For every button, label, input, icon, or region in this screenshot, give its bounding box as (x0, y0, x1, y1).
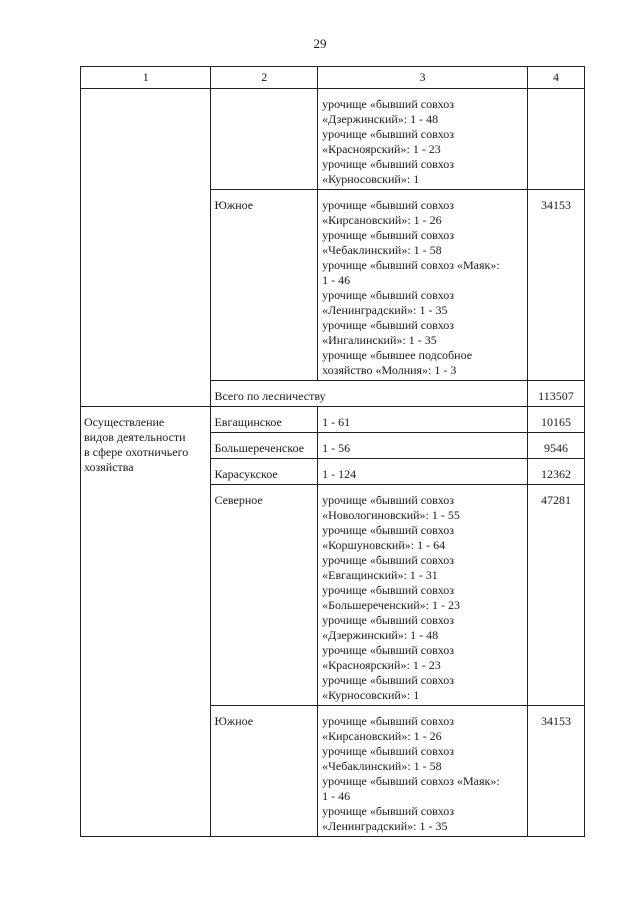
cell-text-line: Осуществление (84, 415, 165, 429)
page-number: 29 (313, 36, 327, 51)
value-cell (527, 89, 584, 190)
cell-text-line: «Красноярский»: 1 - 23 (322, 142, 441, 156)
value-cell: 34153 (527, 190, 584, 381)
cell-text-line: 1 - 46 (322, 273, 351, 287)
cell-text-line: урочище «бывший совхоз (322, 157, 455, 171)
cell-text-line: «Красноярский»: 1 - 23 (322, 658, 441, 672)
header-col-2: 2 (211, 67, 318, 89)
area-description-cell (318, 706, 528, 837)
cell-text-line: урочище «бывший совхоз (322, 288, 455, 302)
cell-text-line: урочище «бывший совхоз (322, 318, 455, 332)
cell-text-line: хозяйства (84, 460, 134, 474)
forest-name-cell: Большереченское (211, 433, 318, 459)
cell-text-line: урочище «бывший совхоз (322, 583, 455, 597)
area-description-cell (318, 407, 528, 433)
cell-text-line: «Кирсановский»: 1 - 26 (322, 729, 442, 743)
area-description-cell (318, 89, 528, 190)
area-description-cell (318, 485, 528, 706)
cell-text-line: урочище «бывший совхоз (322, 673, 455, 687)
cell-text-line: хозяйство «Молния»: 1 - 3 (322, 363, 457, 377)
cell-text-line: «Курносовский»: 1 (322, 688, 420, 702)
cell-text-line: урочище «бывший совхоз (322, 97, 455, 111)
cell-text-line: урочище «бывший совхоз (322, 228, 455, 242)
cell-text-line: урочище «бывший совхоз (322, 493, 455, 507)
header-col-3: 3 (318, 67, 528, 89)
cell-text-line: урочище «бывший совхоз (322, 553, 455, 567)
cell-text-line: урочище «бывший совхоз (322, 643, 455, 657)
total-label-cell: Всего по лесничеству (211, 381, 527, 407)
cell-text-line: видов деятельности (84, 430, 186, 444)
cell-text-line: урочище «бывший совхоз (322, 804, 455, 818)
area-description-cell (318, 190, 528, 381)
cell-text-line: «Новологиновский»: 1 - 55 (322, 508, 460, 522)
cell-text-line: урочище «бывший совхоз (322, 744, 455, 758)
cell-text-line: урочище «бывший совхоз (322, 613, 455, 627)
cell-text-line: урочище «бывший совхоз «Маяк»: (322, 774, 500, 788)
cell-text-line: «Дзержинский»: 1 - 48 (322, 628, 439, 642)
cell-text-line: «Кирсановский»: 1 - 26 (322, 213, 442, 227)
cell-text-line: «Ленинградский»: 1 - 35 (322, 303, 448, 317)
cell-text-line: урочище «бывший совхоз «Маяк»: (322, 258, 500, 272)
table-row (81, 89, 585, 190)
cell-text-line: «Чебаклинский»: 1 - 58 (322, 759, 442, 773)
cell-text-line: 1 - 61 (322, 415, 351, 429)
section-cell-continued (81, 89, 211, 407)
area-description-cell (318, 459, 528, 485)
cell-text-line: 1 - 46 (322, 789, 351, 803)
cell-text-line: «Дзержинский»: 1 - 48 (322, 112, 439, 126)
cell-text-line: урочище «бывший совхоз (322, 127, 455, 141)
value-cell: 34153 (527, 706, 584, 837)
cell-text-line: урочище «бывший совхоз (322, 198, 455, 212)
cell-text-line: урочище «бывшее подсобное (322, 348, 473, 362)
area-description-cell (318, 433, 528, 459)
forestry-table (80, 66, 585, 837)
value-cell: 47281 (527, 485, 584, 706)
cell-text-line: «Евгащинский»: 1 - 31 (322, 568, 438, 582)
activity-cell (81, 407, 211, 837)
cell-text-line: 1 - 56 (322, 441, 351, 455)
forest-name-cell: Южное (211, 706, 318, 837)
cell-text-line: «Чебаклинский»: 1 - 58 (322, 243, 442, 257)
cell-text-line: «Ленинградский»: 1 - 35 (322, 819, 448, 833)
total-value-cell: 113507 (527, 381, 584, 407)
table-header-row (81, 67, 585, 89)
cell-text-line: «Курносовский»: 1 (322, 172, 420, 186)
header-col-4: 4 (527, 67, 584, 89)
cell-text-line: урочище «бывший совхоз (322, 714, 455, 728)
cell-text-line: «Ингалинский»: 1 - 35 (322, 333, 437, 347)
table-row (81, 407, 585, 433)
cell-text-line: «Коршуновский»: 1 - 64 (322, 538, 446, 552)
forest-name-cell: Северное (211, 485, 318, 706)
forest-name-cell: Евгащинское (211, 407, 318, 433)
cell-text-line: урочище «бывший совхоз (322, 523, 455, 537)
cell-text-line: 1 - 124 (322, 467, 357, 481)
cell-text-line: «Большереченский»: 1 - 23 (322, 598, 461, 612)
value-cell: 12362 (527, 459, 584, 485)
table-body (81, 67, 585, 837)
forest-name-cell: Южное (211, 190, 318, 381)
forest-name-cell (211, 89, 318, 190)
header-col-1: 1 (81, 67, 211, 89)
value-cell: 10165 (527, 407, 584, 433)
value-cell: 9546 (527, 433, 584, 459)
forest-name-cell: Карасукское (211, 459, 318, 485)
cell-text-line: в сфере охотничьего (84, 445, 189, 459)
